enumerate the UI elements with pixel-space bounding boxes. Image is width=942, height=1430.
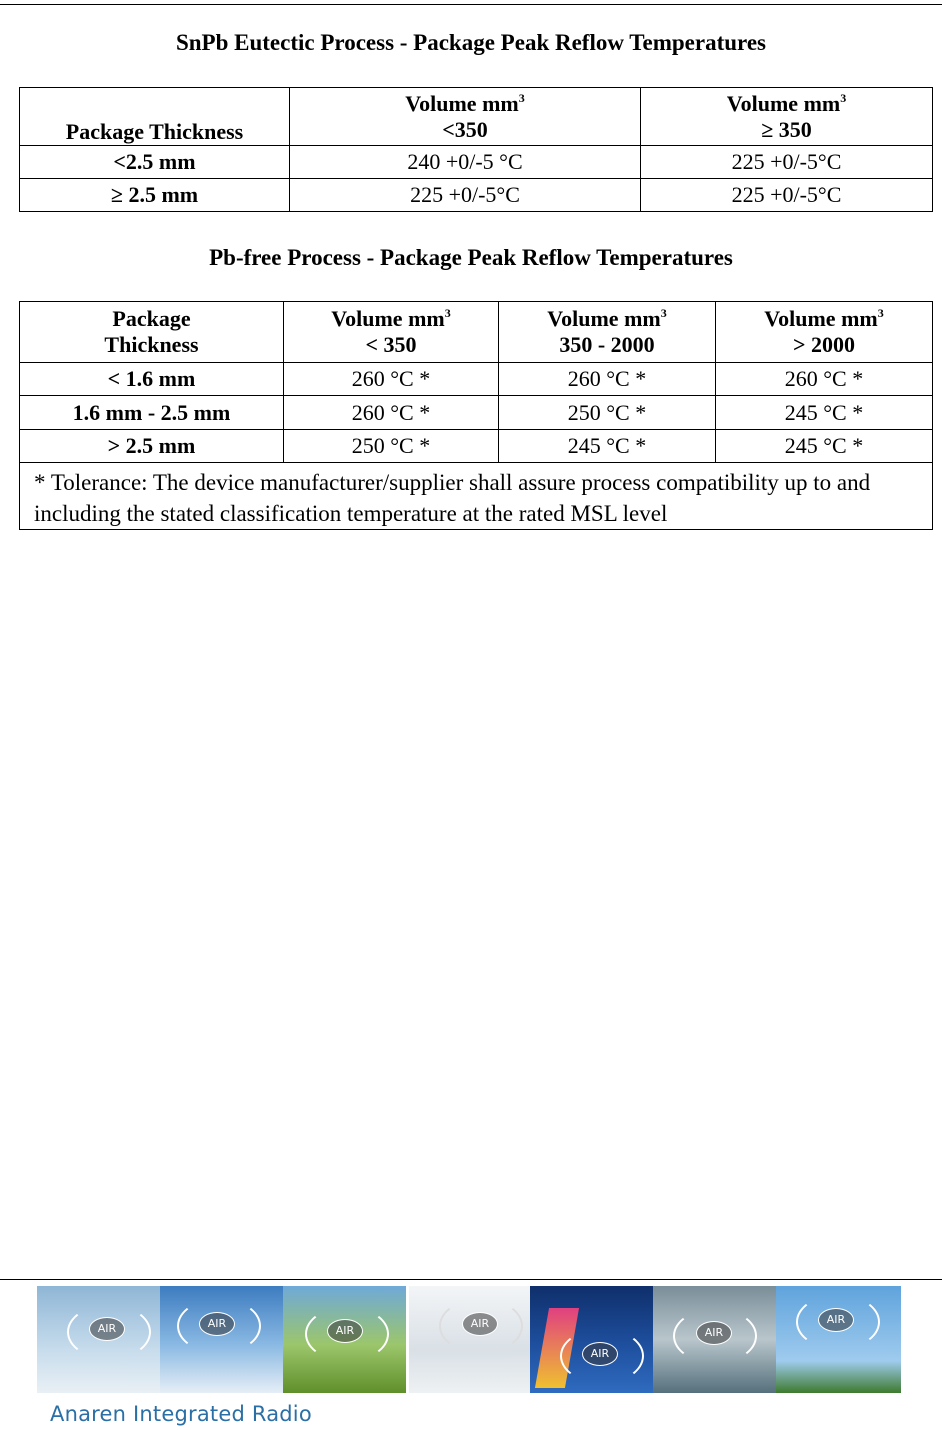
banner-tile-skateboard (37, 1286, 160, 1393)
banner-tile-kayak (653, 1286, 776, 1393)
table-row (20, 396, 933, 430)
table-row (20, 146, 933, 179)
air-logo-icon: AIR (462, 1312, 498, 1336)
row-thickness: ≥ 2.5 mm (20, 179, 290, 212)
row-value: 225 +0/-5°C (641, 146, 933, 179)
row-value: 245 °C * (716, 430, 933, 463)
air-logo-icon: AIR (818, 1308, 854, 1332)
air-banner (37, 1286, 901, 1393)
header-volume-lt-350: Volume $mm^3$ <350 (290, 88, 641, 146)
brand-name: Anaren Integrated Radio (50, 1402, 312, 1426)
row-value: 260 °C * (716, 363, 933, 396)
banner-tile-bike (283, 1286, 406, 1393)
banner-tile-windsurf (530, 1286, 653, 1393)
table-note-row (20, 463, 933, 530)
footer-rule (0, 1279, 942, 1280)
row-value: 250 °C * (284, 430, 499, 463)
banner-tile-jump (776, 1286, 901, 1393)
header-package-thickness: Package Thickness (20, 88, 290, 146)
air-logo-icon: AIR (582, 1342, 618, 1366)
pbfree-reflow-table (19, 301, 933, 530)
pbfree-table-title: Pb-free Process - Package Peak Reflow Temperatures (209, 245, 733, 270)
air-logo-icon: AIR (696, 1321, 732, 1345)
row-value: 225 +0/-5°C (290, 179, 641, 212)
banner-tile-ski (160, 1286, 283, 1393)
air-logo-icon: AIR (199, 1312, 235, 1336)
top-rule (0, 4, 942, 5)
row-value: 245 °C * (716, 396, 933, 430)
row-value: 260 °C * (284, 363, 499, 396)
table-row (20, 430, 933, 463)
tolerance-note: * Tolerance: The device manufacturer/supplier shall assure process compatibility up to and including the stated classification temperature at the rated MSL level (20, 463, 933, 530)
air-logo-icon: AIR (327, 1319, 363, 1343)
snpb-reflow-table (19, 87, 933, 212)
table-header-row (20, 302, 933, 363)
row-thickness: <2.5 mm (20, 146, 290, 179)
row-value: 240 +0/-5 °C (290, 146, 641, 179)
snpb-table-title: SnPb Eutectic Process - Package Peak Reflow Temperatures (175, 30, 767, 55)
row-value: 245 °C * (499, 430, 716, 463)
header-volume-ge-350: Volume $mm^3$ ≥ 350 (641, 88, 933, 146)
row-value: 225 +0/-5°C (641, 179, 933, 212)
row-value: 260 °C * (284, 396, 499, 430)
header-volume-350-2000: Volume $mm^3$ 350 - 2000 (499, 302, 716, 363)
table-row (20, 363, 933, 396)
row-thickness: > 2.5 mm (20, 430, 284, 463)
row-thickness: < 1.6 mm (20, 363, 284, 396)
row-value: 250 °C * (499, 396, 716, 430)
header-package-thickness: Package Thickness (20, 302, 284, 363)
table-header-row (20, 88, 933, 146)
air-logo-icon: AIR (89, 1317, 125, 1341)
row-value: 260 °C * (499, 363, 716, 396)
table-row (20, 179, 933, 212)
header-volume-lt-350: Volume $mm^3$ < 350 (284, 302, 499, 363)
row-thickness: 1.6 mm - 2.5 mm (20, 396, 284, 430)
banner-tile-snowboard (409, 1286, 530, 1393)
header-volume-gt-2000: Volume $mm^3$ > 2000 (716, 302, 933, 363)
